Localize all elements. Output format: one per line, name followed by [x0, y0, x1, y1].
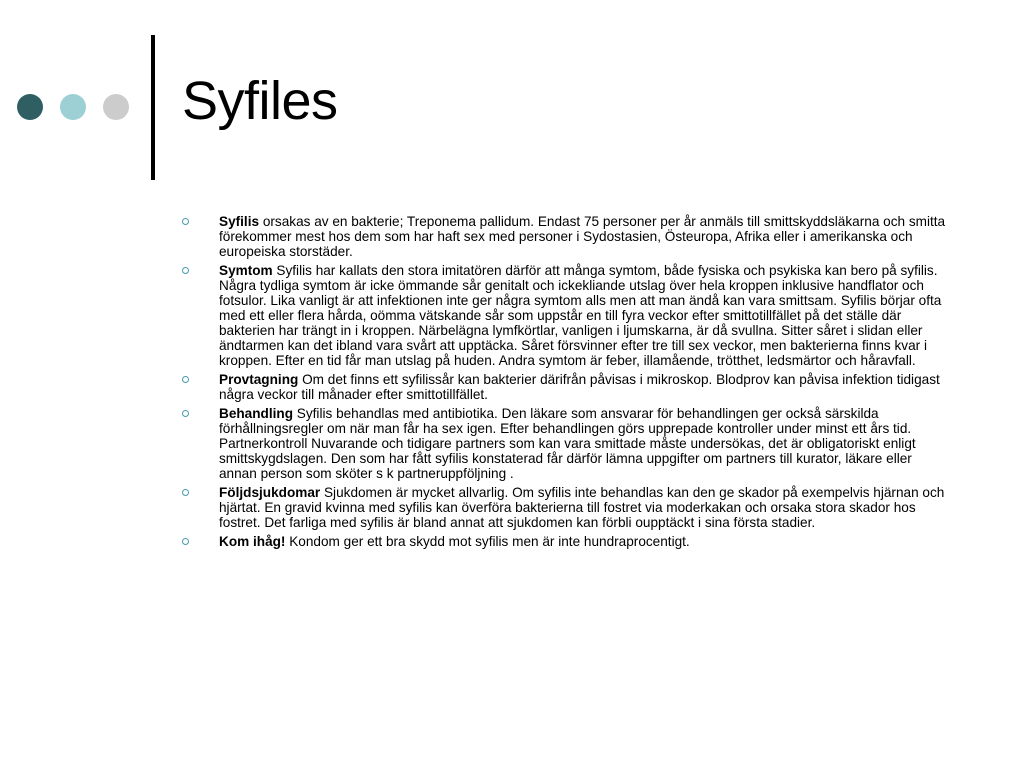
bullet-icon	[182, 218, 189, 225]
bullet-text: Sjukdomen är mycket allvarlig. Om syfilis inte behandlas kan den ge skador på exempelvis hjärnan och hjärtat. En gravid kvinna med syfilis kan överföra bakterierna till fostret via moderkakan och orsaka stora skador hos fostret. Det farliga med syfilis är bland annat att sjukdomen kan förbli oupptäckt i sina första stadier.	[219, 485, 945, 530]
title-divider-line	[151, 35, 155, 180]
bullet-text: Syfilis behandlas med antibiotika. Den läkare som ansvarar för behandlingen ger också särskilda förhållningsregler om när man får ha sex igen. Efter behandlingen görs upprepade kontroller under minst ett års tid. Partnerkontroll Nuvarande och tidigare partners som kan vara smittade måste undersökas, det är obligatoriskt enligt smittskygdslagen. Den som har fått syfilis konstaterad får därför lämna uppgifter om partners till kurator, läkare eller annan person som sköter s k partneruppföljning .	[219, 406, 916, 481]
bullet-icon	[182, 538, 189, 545]
bullet-icon	[182, 410, 189, 417]
bullet-term: Följdsjukdomar	[219, 485, 321, 500]
bullet-term: Provtagning	[219, 372, 299, 387]
bullet-term: Behandling	[219, 406, 294, 421]
bullet-term: Kom ihåg!	[219, 534, 286, 549]
bullet-item-foljdsjukdomar	[182, 485, 946, 530]
bullet-item-provtagning	[182, 372, 946, 402]
bullet-icon	[182, 267, 189, 274]
bullet-icon	[182, 489, 189, 496]
bullet-text: Syfilis har kallats den stora imitatören därför att många symtom, både fysiska och psykiska kan bero på syfilis. Några tydliga symtom är icke ömmande sår genitalt och ickekliande utslag över hela kroppen inklusive handflator och fotsulor. Lika vanligt är att infektionen inte ger några symtom alls men att man ändå kan vara smittsam. Syfilis börjar ofta med ett eller flera hårda, oömma vätskande sår som uppstår en till fyra veckor efter smittotillfället på det ställe där bakterien har trängt in i kroppen. Närbelägna lymfkörtlar, vanligen i ljumskarna, är då svullna. Sitter såret i slidan eller ändtarmen kan det ibland vara svårt att upptäcka. Såret försvinner efter tre till sex veckor, men bakterierna finns kvar i kroppen. Efter en tid får man utslag på huden. Andra symtom är feber, illamående, trötthet, ledsmärtor och håravfall.	[219, 263, 942, 368]
bullet-icon	[182, 376, 189, 383]
decorative-dot-light	[60, 94, 86, 120]
bullet-item-behandling	[182, 406, 946, 481]
bullet-text: orsakas av en bakterie; Treponema pallidum. Endast 75 personer per år anmäls till smittskyddsläkarna och smitta förekommer mest hos dem som har haft sex med personer i Sydostasien, Östeuropa, Afrika eller i amerikanska och europeiska storstäder.	[219, 214, 946, 259]
bullet-text: Om det finns ett syfilissår kan bakterier därifrån påvisas i mikroskop. Blodprov kan påvisa infektion tidigast några veckor till månader efter smittotillfället.	[219, 372, 940, 402]
slide-title: Syfiles	[182, 71, 338, 131]
bullet-item-kom-ihag	[182, 534, 946, 549]
bullet-item-symtom	[182, 263, 946, 368]
bullet-list	[182, 214, 946, 553]
decorative-dot-gray	[103, 94, 129, 120]
bullet-term: Symtom	[219, 263, 273, 278]
bullet-item-syfilis	[182, 214, 946, 259]
decorative-dot-dark	[17, 94, 43, 120]
bullet-term: Syfilis	[219, 214, 260, 229]
bullet-text: Kondom ger ett bra skydd mot syfilis men är inte hundraprocentigt.	[285, 534, 690, 549]
